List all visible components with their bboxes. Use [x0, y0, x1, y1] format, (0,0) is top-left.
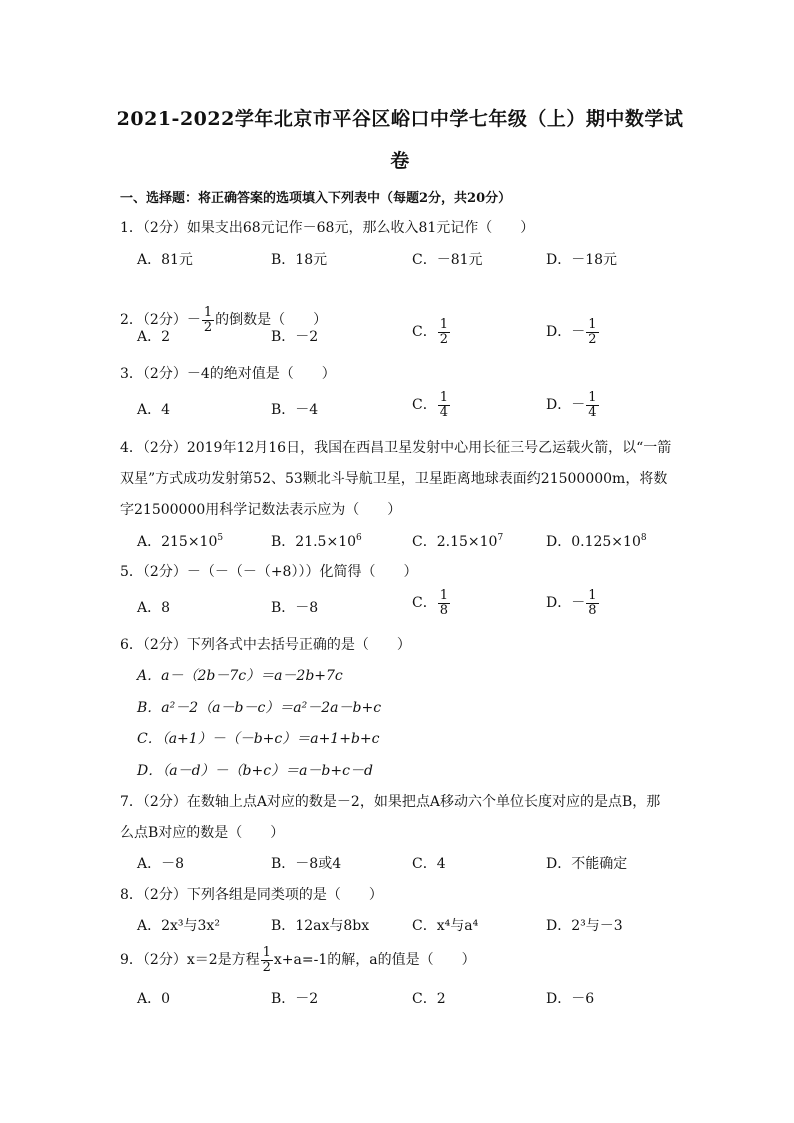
question-6-option-c: C．（a+1）－（－b+c）＝a+1+b+c [137, 731, 380, 747]
question-3-option-b: B．－4 [271, 402, 319, 418]
question-8-stem: 8．（2分）下列各组是同类项的是（ ） [120, 887, 383, 903]
option-label: D．－ [546, 397, 586, 414]
option-fraction [438, 589, 450, 617]
question-7-option-b: B．－8或4 [271, 856, 342, 872]
question-9-option-a: A．0 [137, 991, 171, 1007]
question-9-option-b: B．－2 [271, 991, 319, 1007]
option-exponent: 6 [356, 533, 362, 543]
question-3-option-c [412, 391, 451, 419]
fraction-denominator: 8 [588, 602, 597, 618]
question-9-prefix: 9．（2分）x＝2是方程 [120, 952, 260, 969]
question-5-option-c [412, 589, 451, 617]
option-base: A．215×10 [137, 534, 218, 550]
option-label: D．－ [546, 324, 586, 341]
option-exponent: 7 [497, 533, 504, 543]
question-9-suffix: x+a=-1的解，a的值是（ ） [273, 952, 476, 969]
option-exponent: 8 [640, 533, 647, 543]
option-label: C． [412, 324, 437, 341]
fraction-numerator: 1 [262, 945, 271, 960]
question-4-option-a [137, 531, 223, 551]
question-2-option-b: B．－2 [271, 329, 319, 345]
question-9-fraction [261, 946, 273, 974]
page-title-continued: 卷 [390, 150, 410, 172]
question-8-option-b: B．12ax与8bx [271, 918, 370, 934]
option-fraction [586, 589, 598, 617]
question-4-option-d [546, 531, 647, 551]
option-label: C． [412, 397, 437, 414]
question-4-option-c [412, 531, 503, 551]
option-base: C．2.15×10 [412, 534, 498, 550]
question-1-option-c: C．－81元 [412, 252, 483, 268]
question-1-option-b: B．18元 [271, 252, 328, 268]
fraction-denominator: 4 [588, 404, 597, 420]
question-4-line-3: 字21500000用科学记数法表示应为（ ） [120, 502, 402, 518]
question-3-stem: 3．（2分）－4的绝对值是（ ） [120, 366, 336, 382]
option-base: B．21.5×10 [271, 534, 357, 550]
question-7-option-a: A．－8 [137, 856, 185, 872]
fraction-numerator: 1 [588, 317, 597, 332]
question-8-option-d: D．2³与－3 [546, 918, 623, 934]
question-1-stem: 1．（2分）如果支出68元记作－68元，那么收入81元记作（ ） [120, 220, 535, 236]
question-1-option-a: A．81元 [137, 252, 193, 268]
question-2-option-a: A．2 [137, 329, 171, 345]
question-5-stem: 5．（2分）－（－（－（+8）））化简得（ ） [120, 564, 418, 580]
section-heading: 一、选择题：将正确答案的选项填入下列表中（每题2分，共20分） [120, 191, 512, 206]
fraction-numerator: 1 [439, 317, 448, 332]
question-2-prefix: 2．（2分）－ [120, 312, 201, 329]
question-7-option-c: C．4 [412, 856, 446, 872]
question-2-suffix: 的倒数是（ ） [215, 312, 328, 329]
fraction-denominator: 2 [439, 331, 448, 347]
question-6-option-d: D．（a－d）－（b+c）＝a－b+c－d [137, 763, 373, 779]
fraction-numerator: 1 [203, 305, 213, 320]
question-5-option-d [546, 589, 600, 617]
fraction-numerator: 1 [439, 588, 448, 603]
fraction-numerator: 1 [588, 588, 597, 603]
question-9-option-c: C．2 [412, 991, 446, 1007]
fraction-numerator: 1 [588, 390, 597, 405]
question-7-option-d: D．不能确定 [546, 856, 628, 872]
question-6-option-a: A．a－（2b－7c）＝a－2b+7c [137, 668, 343, 684]
question-4-line-2: 双星”方式成功发射第52、53颗北斗导航卫星，卫星距离地球表面约21500000m，将数 [120, 471, 668, 487]
fraction-denominator: 2 [262, 959, 271, 975]
question-8-option-c: C．x⁴与a⁴ [412, 918, 479, 934]
option-label: D．－ [546, 595, 586, 612]
question-3-option-a: A．4 [137, 402, 171, 418]
question-7-line-1: 7．（2分）在数轴上点A对应的数是－2，如果把点A移动六个单位长度对应的是点B，那 [120, 794, 661, 810]
option-fraction [586, 391, 598, 419]
fraction-denominator: 4 [439, 404, 448, 420]
question-5-option-a: A．8 [137, 600, 171, 616]
option-base: D．0.125×10 [546, 534, 641, 550]
question-6-stem: 6．（2分）下列各式中去括号正确的是（ ） [120, 637, 411, 653]
option-fraction [586, 318, 598, 346]
fraction-denominator: 2 [588, 331, 597, 347]
fraction-numerator: 1 [439, 390, 448, 405]
question-2-fraction [202, 306, 214, 334]
question-7-line-2: 么点B对应的数是（ ） [120, 825, 285, 841]
question-4-line-1: 4．（2分）2019年12月16日，我国在西昌卫星发射中心用长征三号乙运载火箭，以“一箭 [120, 440, 672, 456]
question-2-option-d [546, 318, 600, 346]
question-2-option-c [412, 318, 451, 346]
question-9-stem [120, 946, 476, 974]
question-9-option-d: D．－6 [546, 991, 595, 1007]
question-1-option-d: D．－18元 [546, 252, 618, 268]
fraction-denominator: 2 [203, 319, 213, 335]
question-8-option-a: A．2x³与3x² [137, 918, 220, 934]
question-4-option-b [271, 531, 362, 551]
option-fraction [438, 318, 450, 346]
page-title: 2021-2022学年北京市平谷区峪口中学七年级（上）期中数学试 [116, 108, 684, 130]
question-5-option-b: B．－8 [271, 600, 319, 616]
fraction-denominator: 8 [439, 602, 448, 618]
question-6-option-b: B．a²－2（a－b－c）＝a²－2a－b+c [137, 700, 382, 716]
option-exponent: 5 [217, 533, 224, 543]
option-label: C． [412, 595, 437, 612]
question-3-option-d [546, 391, 600, 419]
option-fraction [438, 391, 450, 419]
